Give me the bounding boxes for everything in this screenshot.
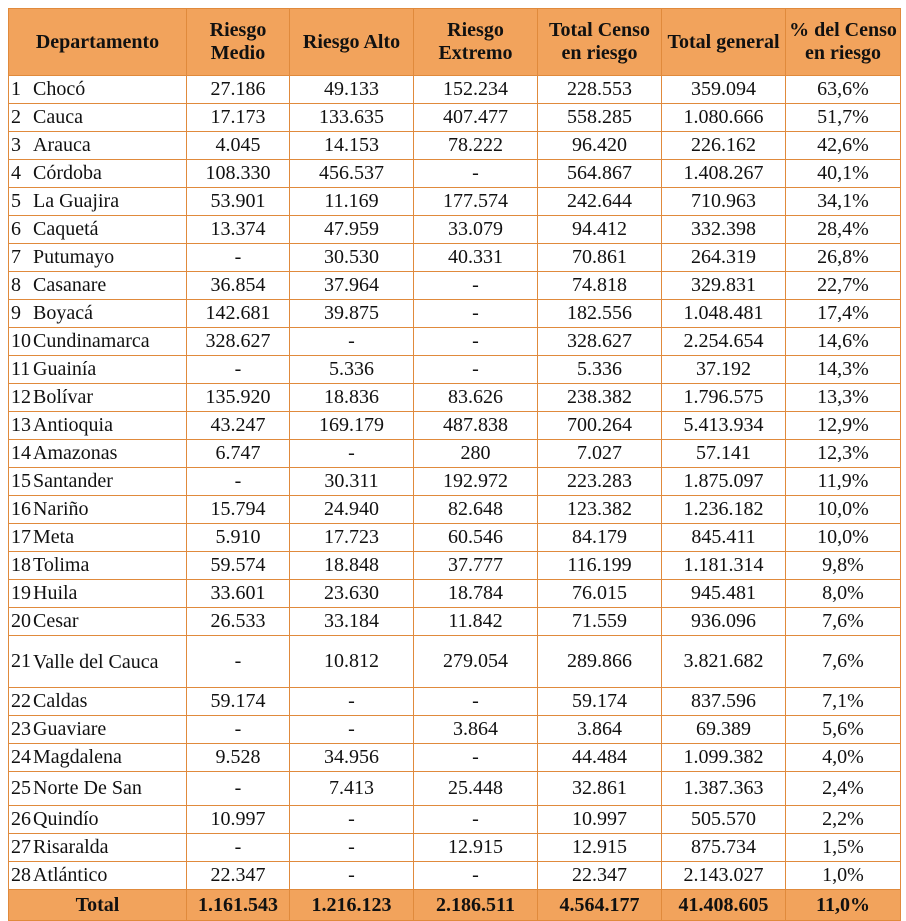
row-number: 4 <box>11 161 21 184</box>
cell-pct-censo: 7,1% <box>786 688 901 716</box>
total-censo: 4.564.177 <box>538 890 662 921</box>
row-number: 28 <box>11 863 31 886</box>
cell-total-censo: 96.420 <box>538 132 662 160</box>
cell-pct-censo: 1,5% <box>786 834 901 862</box>
table-row <box>9 188 901 216</box>
cell-pct-censo: 13,3% <box>786 384 901 412</box>
department-name: Norte De San <box>33 777 142 800</box>
cell-riesgo-alto: 49.133 <box>290 76 414 104</box>
header-total-general: Total general <box>662 9 786 76</box>
cell-riesgo-alto: 169.179 <box>290 412 414 440</box>
department-name: Valle del Cauca <box>33 651 159 674</box>
cell-riesgo-alto: 7.413 <box>290 772 414 806</box>
cell-pct-censo: 12,3% <box>786 440 901 468</box>
cell-total-censo: 71.559 <box>538 608 662 636</box>
table-row <box>9 806 901 834</box>
cell-departamento <box>9 688 187 716</box>
cell-departamento <box>9 244 187 272</box>
cell-riesgo-extremo: 78.222 <box>414 132 538 160</box>
cell-riesgo-medio: 142.681 <box>187 300 290 328</box>
cell-riesgo-alto: 133.635 <box>290 104 414 132</box>
row-number: 10 <box>11 329 31 352</box>
department-name: Guainía <box>33 358 97 381</box>
cell-riesgo-alto: - <box>290 806 414 834</box>
department-name: Arauca <box>33 134 91 157</box>
row-number: 13 <box>11 413 31 436</box>
cell-pct-censo: 22,7% <box>786 272 901 300</box>
cell-total-censo: 32.861 <box>538 772 662 806</box>
row-number: 24 <box>11 745 31 768</box>
cell-departamento <box>9 468 187 496</box>
row-number: 25 <box>11 776 31 799</box>
department-name: Nariño <box>33 498 89 521</box>
cell-riesgo-medio: 33.601 <box>187 580 290 608</box>
row-number: 11 <box>11 357 31 380</box>
cell-departamento <box>9 772 187 806</box>
cell-pct-censo: 7,6% <box>786 608 901 636</box>
cell-departamento <box>9 76 187 104</box>
cell-departamento <box>9 580 187 608</box>
cell-total-general: 1.099.382 <box>662 744 786 772</box>
department-name: Putumayo <box>33 246 115 269</box>
cell-departamento <box>9 496 187 524</box>
row-number: 19 <box>11 581 31 604</box>
cell-riesgo-extremo: - <box>414 356 538 384</box>
cell-departamento <box>9 636 187 688</box>
cell-total-censo: 328.627 <box>538 328 662 356</box>
risk-census-table <box>8 8 901 921</box>
cell-riesgo-medio: 27.186 <box>187 76 290 104</box>
table-row <box>9 384 901 412</box>
row-number: 21 <box>11 649 31 672</box>
cell-pct-censo: 9,8% <box>786 552 901 580</box>
cell-total-general: 5.413.934 <box>662 412 786 440</box>
document-page <box>8 8 900 921</box>
cell-pct-censo: 7,6% <box>786 636 901 688</box>
cell-total-censo: 7.027 <box>538 440 662 468</box>
table-row <box>9 216 901 244</box>
cell-riesgo-medio: 17.173 <box>187 104 290 132</box>
cell-pct-censo: 11,9% <box>786 468 901 496</box>
cell-riesgo-extremo: 407.477 <box>414 104 538 132</box>
cell-total-general: 1.048.481 <box>662 300 786 328</box>
cell-riesgo-medio: - <box>187 636 290 688</box>
cell-riesgo-alto: 14.153 <box>290 132 414 160</box>
total-medio: 1.161.543 <box>187 890 290 921</box>
row-number: 26 <box>11 807 31 830</box>
cell-departamento <box>9 806 187 834</box>
cell-total-censo: 59.174 <box>538 688 662 716</box>
cell-total-general: 1.387.363 <box>662 772 786 806</box>
department-name: Amazonas <box>33 442 118 465</box>
cell-riesgo-medio: - <box>187 772 290 806</box>
cell-total-censo: 223.283 <box>538 468 662 496</box>
cell-riesgo-extremo: 279.054 <box>414 636 538 688</box>
table-row <box>9 76 901 104</box>
cell-pct-censo: 2,4% <box>786 772 901 806</box>
total-row <box>9 890 901 921</box>
cell-riesgo-medio: 36.854 <box>187 272 290 300</box>
table-row <box>9 636 901 688</box>
cell-total-censo: 22.347 <box>538 862 662 890</box>
cell-riesgo-alto: 37.964 <box>290 272 414 300</box>
cell-riesgo-alto: 39.875 <box>290 300 414 328</box>
cell-total-general: 1.875.097 <box>662 468 786 496</box>
department-name: Atlántico <box>33 864 108 887</box>
department-name: Antioquia <box>33 414 113 437</box>
table-row <box>9 834 901 862</box>
row-number: 23 <box>11 717 31 740</box>
cell-pct-censo: 4,0% <box>786 744 901 772</box>
row-number: 8 <box>11 273 21 296</box>
cell-riesgo-alto: 18.836 <box>290 384 414 412</box>
cell-departamento <box>9 834 187 862</box>
row-number: 6 <box>11 217 21 240</box>
cell-total-general: 332.398 <box>662 216 786 244</box>
total-label: Total <box>9 890 187 921</box>
cell-riesgo-alto: 5.336 <box>290 356 414 384</box>
cell-riesgo-extremo: 83.626 <box>414 384 538 412</box>
total-general: 41.408.605 <box>662 890 786 921</box>
cell-riesgo-medio: - <box>187 244 290 272</box>
cell-departamento <box>9 356 187 384</box>
cell-total-censo: 116.199 <box>538 552 662 580</box>
cell-riesgo-extremo: - <box>414 272 538 300</box>
cell-riesgo-medio: - <box>187 468 290 496</box>
cell-departamento <box>9 328 187 356</box>
row-number: 20 <box>11 609 31 632</box>
table-row <box>9 744 901 772</box>
table-row <box>9 244 901 272</box>
cell-departamento <box>9 524 187 552</box>
cell-total-general: 845.411 <box>662 524 786 552</box>
cell-total-general: 226.162 <box>662 132 786 160</box>
cell-total-general: 945.481 <box>662 580 786 608</box>
cell-departamento <box>9 552 187 580</box>
row-number: 1 <box>11 77 21 100</box>
cell-riesgo-extremo: 60.546 <box>414 524 538 552</box>
cell-riesgo-alto: 10.812 <box>290 636 414 688</box>
table-row <box>9 552 901 580</box>
department-name: La Guajira <box>33 190 120 213</box>
table-row <box>9 300 901 328</box>
cell-total-censo: 123.382 <box>538 496 662 524</box>
cell-total-general: 505.570 <box>662 806 786 834</box>
cell-riesgo-extremo: - <box>414 806 538 834</box>
cell-riesgo-medio: 5.910 <box>187 524 290 552</box>
cell-riesgo-alto: 33.184 <box>290 608 414 636</box>
cell-riesgo-alto: 30.311 <box>290 468 414 496</box>
department-name: Risaralda <box>33 836 109 859</box>
cell-riesgo-extremo: 11.842 <box>414 608 538 636</box>
cell-riesgo-extremo: 177.574 <box>414 188 538 216</box>
cell-riesgo-medio: 59.174 <box>187 688 290 716</box>
row-number: 2 <box>11 105 21 128</box>
cell-total-general: 37.192 <box>662 356 786 384</box>
cell-riesgo-extremo: 152.234 <box>414 76 538 104</box>
cell-total-general: 1.181.314 <box>662 552 786 580</box>
cell-riesgo-extremo: 33.079 <box>414 216 538 244</box>
cell-pct-censo: 12,9% <box>786 412 901 440</box>
department-name: Cauca <box>33 106 83 129</box>
cell-pct-censo: 5,6% <box>786 716 901 744</box>
header-row <box>9 9 901 76</box>
cell-riesgo-medio: 26.533 <box>187 608 290 636</box>
table-row <box>9 716 901 744</box>
cell-riesgo-extremo: - <box>414 328 538 356</box>
cell-riesgo-extremo: 82.648 <box>414 496 538 524</box>
table-row <box>9 412 901 440</box>
cell-total-censo: 76.015 <box>538 580 662 608</box>
table-row <box>9 524 901 552</box>
row-number: 3 <box>11 133 21 156</box>
cell-riesgo-alto: - <box>290 862 414 890</box>
total-alto: 1.216.123 <box>290 890 414 921</box>
header-departamento: Departamento <box>9 9 187 76</box>
cell-total-general: 837.596 <box>662 688 786 716</box>
row-number: 15 <box>11 469 31 492</box>
cell-riesgo-alto: 17.723 <box>290 524 414 552</box>
table-row <box>9 104 901 132</box>
cell-total-general: 936.096 <box>662 608 786 636</box>
cell-pct-censo: 28,4% <box>786 216 901 244</box>
table-row <box>9 328 901 356</box>
department-name: Huila <box>33 582 78 605</box>
cell-pct-censo: 42,6% <box>786 132 901 160</box>
department-name: Tolima <box>33 554 90 577</box>
cell-total-general: 1.408.267 <box>662 160 786 188</box>
cell-total-general: 2.254.654 <box>662 328 786 356</box>
table-row <box>9 496 901 524</box>
cell-total-censo: 12.915 <box>538 834 662 862</box>
cell-riesgo-alto: 456.537 <box>290 160 414 188</box>
row-number: 9 <box>11 301 21 324</box>
cell-total-censo: 84.179 <box>538 524 662 552</box>
cell-riesgo-alto: - <box>290 834 414 862</box>
table-row <box>9 272 901 300</box>
cell-pct-censo: 10,0% <box>786 524 901 552</box>
row-number: 5 <box>11 189 21 212</box>
department-name: Santander <box>33 470 113 493</box>
cell-total-general: 1.080.666 <box>662 104 786 132</box>
table-row <box>9 608 901 636</box>
cell-riesgo-medio: 108.330 <box>187 160 290 188</box>
header-total-censo: Total Censo en riesgo <box>538 9 662 76</box>
table-row <box>9 356 901 384</box>
cell-departamento <box>9 188 187 216</box>
cell-departamento <box>9 744 187 772</box>
department-name: Quindío <box>33 808 99 831</box>
cell-riesgo-alto: 11.169 <box>290 188 414 216</box>
cell-total-censo: 10.997 <box>538 806 662 834</box>
department-name: Bolívar <box>33 386 93 409</box>
cell-riesgo-alto: 30.530 <box>290 244 414 272</box>
cell-riesgo-medio: 10.997 <box>187 806 290 834</box>
cell-total-general: 359.094 <box>662 76 786 104</box>
cell-pct-censo: 1,0% <box>786 862 901 890</box>
cell-riesgo-extremo: 37.777 <box>414 552 538 580</box>
cell-total-censo: 700.264 <box>538 412 662 440</box>
header-riesgo-medio: Riesgo Medio <box>187 9 290 76</box>
row-number: 14 <box>11 441 31 464</box>
cell-riesgo-extremo: 280 <box>414 440 538 468</box>
cell-riesgo-medio: - <box>187 834 290 862</box>
cell-riesgo-medio: - <box>187 356 290 384</box>
department-name: Cesar <box>33 610 79 633</box>
table-row <box>9 688 901 716</box>
header-riesgo-alto: Riesgo Alto <box>290 9 414 76</box>
row-number: 17 <box>11 525 31 548</box>
cell-riesgo-extremo: 40.331 <box>414 244 538 272</box>
row-number: 18 <box>11 553 31 576</box>
cell-total-censo: 238.382 <box>538 384 662 412</box>
header-riesgo-extremo: Riesgo Extremo <box>414 9 538 76</box>
department-name: Magdalena <box>33 746 122 769</box>
cell-riesgo-alto: 47.959 <box>290 216 414 244</box>
cell-riesgo-extremo: 3.864 <box>414 716 538 744</box>
cell-riesgo-alto: 23.630 <box>290 580 414 608</box>
cell-total-censo: 289.866 <box>538 636 662 688</box>
cell-riesgo-medio: 59.574 <box>187 552 290 580</box>
cell-total-censo: 242.644 <box>538 188 662 216</box>
cell-riesgo-alto: 18.848 <box>290 552 414 580</box>
department-name: Boyacá <box>33 302 93 325</box>
cell-riesgo-medio: 15.794 <box>187 496 290 524</box>
cell-riesgo-extremo: 487.838 <box>414 412 538 440</box>
cell-riesgo-medio: 9.528 <box>187 744 290 772</box>
cell-pct-censo: 51,7% <box>786 104 901 132</box>
cell-departamento <box>9 716 187 744</box>
cell-riesgo-extremo: 192.972 <box>414 468 538 496</box>
row-number: 16 <box>11 497 31 520</box>
cell-departamento <box>9 300 187 328</box>
cell-total-censo: 44.484 <box>538 744 662 772</box>
cell-total-censo: 228.553 <box>538 76 662 104</box>
table-row <box>9 468 901 496</box>
cell-riesgo-medio: - <box>187 716 290 744</box>
cell-total-censo: 5.336 <box>538 356 662 384</box>
cell-riesgo-extremo: - <box>414 160 538 188</box>
cell-departamento <box>9 384 187 412</box>
cell-riesgo-alto: 34.956 <box>290 744 414 772</box>
cell-riesgo-extremo: 12.915 <box>414 834 538 862</box>
cell-total-general: 710.963 <box>662 188 786 216</box>
row-number: 27 <box>11 835 31 858</box>
table-row <box>9 132 901 160</box>
cell-total-general: 1.236.182 <box>662 496 786 524</box>
total-extremo: 2.186.511 <box>414 890 538 921</box>
cell-riesgo-extremo: - <box>414 300 538 328</box>
cell-pct-censo: 40,1% <box>786 160 901 188</box>
department-name: Chocó <box>33 78 86 101</box>
cell-pct-censo: 2,2% <box>786 806 901 834</box>
cell-riesgo-medio: 4.045 <box>187 132 290 160</box>
table-row <box>9 772 901 806</box>
cell-departamento <box>9 608 187 636</box>
cell-riesgo-medio: 13.374 <box>187 216 290 244</box>
cell-departamento <box>9 104 187 132</box>
cell-riesgo-medio: 6.747 <box>187 440 290 468</box>
cell-total-general: 69.389 <box>662 716 786 744</box>
cell-total-general: 875.734 <box>662 834 786 862</box>
cell-riesgo-medio: 22.347 <box>187 862 290 890</box>
cell-pct-censo: 14,3% <box>786 356 901 384</box>
table-row <box>9 862 901 890</box>
cell-pct-censo: 34,1% <box>786 188 901 216</box>
row-number: 7 <box>11 245 21 268</box>
cell-riesgo-medio: 328.627 <box>187 328 290 356</box>
cell-departamento <box>9 412 187 440</box>
cell-pct-censo: 17,4% <box>786 300 901 328</box>
cell-departamento <box>9 862 187 890</box>
cell-riesgo-medio: 53.901 <box>187 188 290 216</box>
cell-total-general: 2.143.027 <box>662 862 786 890</box>
cell-riesgo-extremo: 25.448 <box>414 772 538 806</box>
total-pct: 11,0% <box>786 890 901 921</box>
cell-total-censo: 3.864 <box>538 716 662 744</box>
cell-riesgo-medio: 135.920 <box>187 384 290 412</box>
cell-total-censo: 94.412 <box>538 216 662 244</box>
cell-total-general: 1.796.575 <box>662 384 786 412</box>
cell-total-censo: 558.285 <box>538 104 662 132</box>
cell-riesgo-extremo: - <box>414 688 538 716</box>
cell-total-general: 3.821.682 <box>662 636 786 688</box>
cell-total-censo: 74.818 <box>538 272 662 300</box>
cell-pct-censo: 63,6% <box>786 76 901 104</box>
department-name: Cundinamarca <box>33 330 150 353</box>
cell-pct-censo: 26,8% <box>786 244 901 272</box>
cell-departamento <box>9 272 187 300</box>
cell-total-censo: 182.556 <box>538 300 662 328</box>
cell-riesgo-alto: - <box>290 440 414 468</box>
department-name: Guaviare <box>33 718 107 741</box>
cell-total-censo: 70.861 <box>538 244 662 272</box>
cell-riesgo-alto: 24.940 <box>290 496 414 524</box>
cell-departamento <box>9 440 187 468</box>
table-row <box>9 160 901 188</box>
cell-riesgo-extremo: 18.784 <box>414 580 538 608</box>
cell-riesgo-medio: 43.247 <box>187 412 290 440</box>
cell-riesgo-extremo: - <box>414 862 538 890</box>
cell-departamento <box>9 160 187 188</box>
cell-departamento <box>9 132 187 160</box>
row-number: 12 <box>11 385 31 408</box>
cell-total-censo: 564.867 <box>538 160 662 188</box>
cell-total-general: 57.141 <box>662 440 786 468</box>
header-pct-censo: % del Censo en riesgo <box>786 9 901 76</box>
cell-pct-censo: 10,0% <box>786 496 901 524</box>
cell-total-general: 264.319 <box>662 244 786 272</box>
cell-riesgo-alto: - <box>290 716 414 744</box>
department-name: Córdoba <box>33 162 102 185</box>
row-number: 22 <box>11 689 31 712</box>
cell-riesgo-alto: - <box>290 328 414 356</box>
cell-pct-censo: 14,6% <box>786 328 901 356</box>
table-row <box>9 580 901 608</box>
cell-riesgo-alto: - <box>290 688 414 716</box>
cell-pct-censo: 8,0% <box>786 580 901 608</box>
cell-riesgo-extremo: - <box>414 744 538 772</box>
cell-total-general: 329.831 <box>662 272 786 300</box>
cell-departamento <box>9 216 187 244</box>
department-name: Meta <box>33 526 75 549</box>
department-name: Casanare <box>33 274 107 297</box>
department-name: Caquetá <box>33 218 99 241</box>
table-body <box>9 76 901 890</box>
department-name: Caldas <box>33 690 88 713</box>
table-row <box>9 440 901 468</box>
